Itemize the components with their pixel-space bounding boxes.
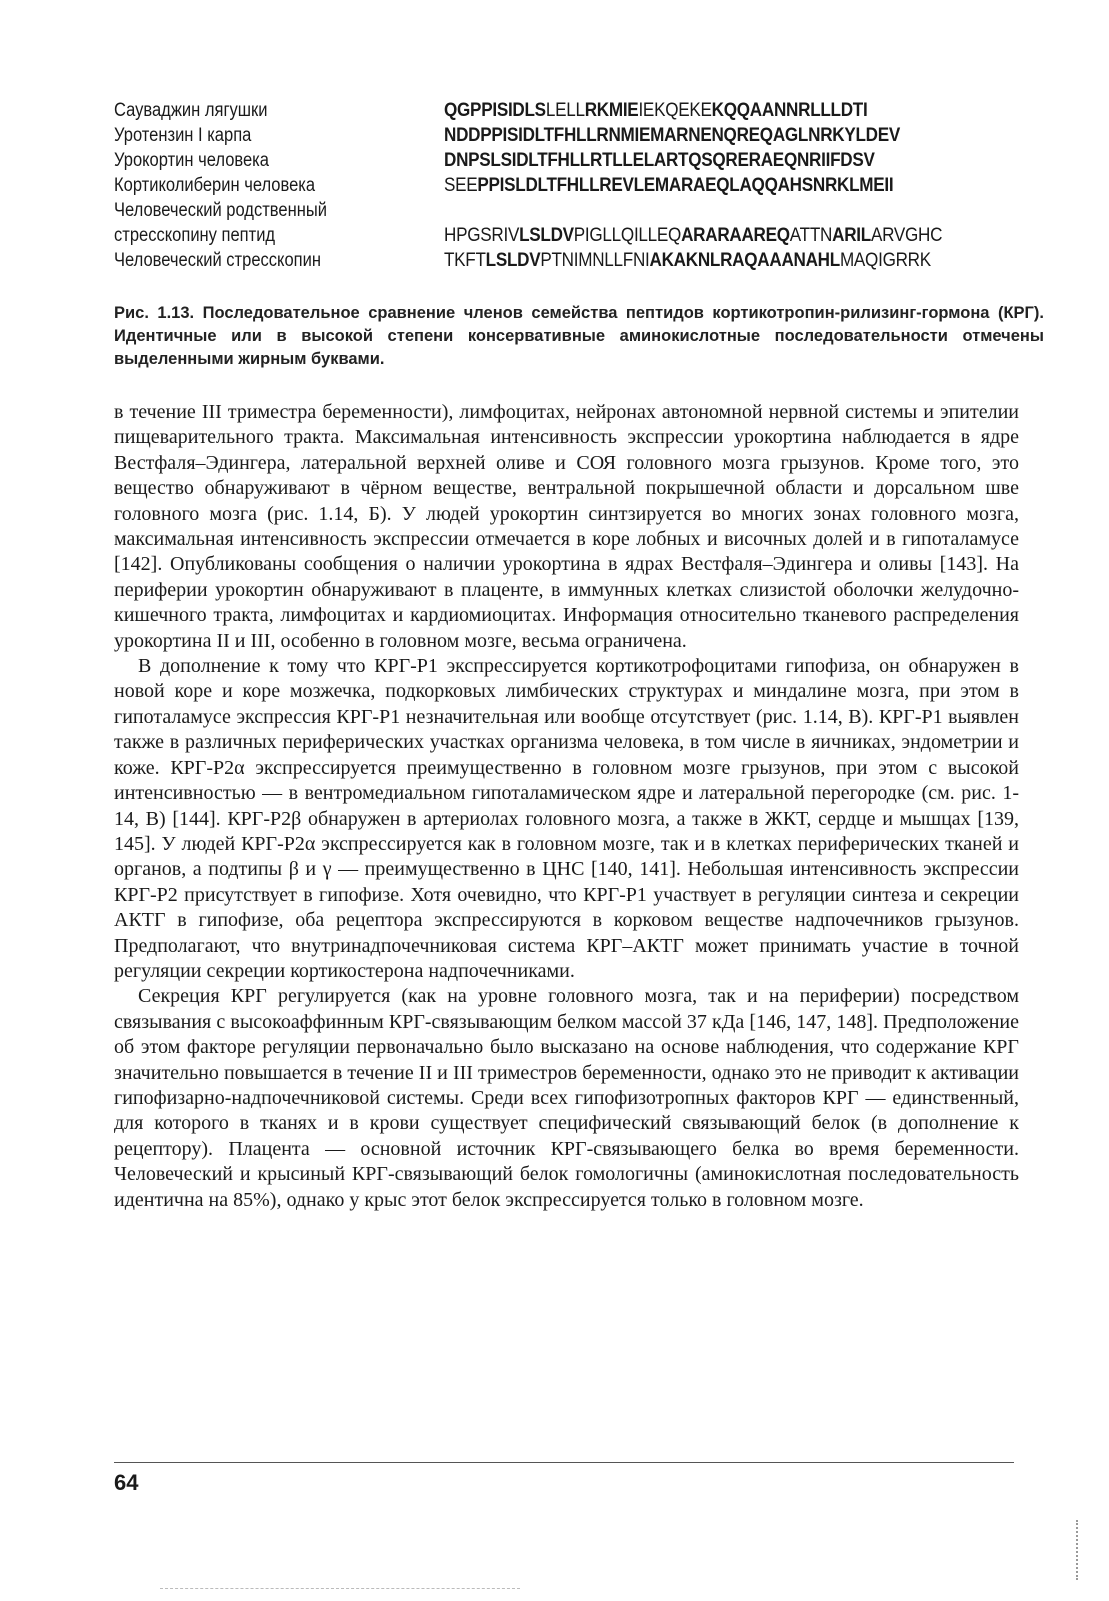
sequence-segment: HPGSRIV	[444, 224, 520, 246]
alignment-row	[114, 98, 1044, 123]
amino-acid-sequence	[444, 100, 867, 122]
peptide-name: Уротензин I карпа	[114, 124, 252, 146]
alignment-row	[114, 248, 1044, 273]
sequence-segment: ARVGHC	[870, 224, 943, 246]
conserved-segment: LSLDV	[485, 249, 541, 271]
conserved-segment: ARARAAREQ	[681, 224, 790, 246]
paragraph: В дополнение к тому что КРГ-Р1 экспрессируется кортикотрофоцитами гипофиза, он обнаружен в новой коре и коре мозжечка, подкорковых лимбических структурах и миндалине мозга, при этом в гипоталамусе экспрессия КРГ-Р1 незначительная или вообще отсутствует (рис. 1.14, В). КРГ-Р1 выявлен также в различных периферических участках организма человека, в том числе в яичниках, эндометрии и коже. КРГ-Р2α экспрессируется преимущественно в головном мозге грызунов, при этом с высокой интенсивностью — в вентромедиальном гипоталамическом ядре и латеральной перегородке (см. рис. 1-14, В) [144]. КРГ-Р2β обнаружен в артериолах головного мозга, а также в ЖКТ, сердце и мышцах [139, 145]. У людей КРГ-Р2α экспрессируется как в головном мозге, так и в клетках периферических тканей и органов, а подтипы β и γ — преимущественно в ЦНС [140, 141]. Небольшая интенсивность экспрессии КРГ-Р2 присутствует в гипофизе. Хотя очевидно, что КРГ-Р1 участвует в регуляции синтеза и секреции АКТГ в гипофизе, оба рецептора экспрессируются в корковом веществе надпочечников грызунов. Предполагают, что внутринадпочечниковая система КРГ–АКТГ может принимать участие в точной регуляции секреции кортикостерона надпочечниками.	[114, 655, 1019, 982]
alignment-row	[114, 198, 1044, 223]
amino-acid-sequence	[444, 150, 875, 172]
alignment-row	[114, 173, 1044, 198]
sequence-segment: PIGLLQILLEQ	[573, 224, 682, 246]
alignment-row	[114, 123, 1044, 148]
body-text	[114, 400, 1019, 1213]
conserved-segment: LSLDV	[519, 224, 574, 246]
conserved-segment: PPISLDLTFHLL	[477, 174, 600, 196]
amino-acid-sequence	[444, 125, 900, 147]
sequence-segment: IEKQEKE	[638, 99, 712, 121]
conserved-segment: ARIL	[832, 224, 871, 246]
peptide-name: Урокортин человека	[114, 149, 269, 171]
conserved-segment: KQQAANNRLLLDTI	[711, 99, 868, 121]
alignment-row	[114, 148, 1044, 173]
footer-rule	[114, 1462, 1014, 1463]
sequence-segment: LELL	[545, 99, 585, 121]
amino-acid-sequence	[444, 225, 942, 247]
sequence-segment: MAQIGRRK	[839, 249, 931, 271]
figure-caption	[114, 302, 1044, 371]
sequence-segment: SEE	[444, 174, 478, 196]
amino-acid-sequence	[444, 175, 893, 197]
figure-label: Рис. 1.13.	[114, 304, 195, 322]
alignment-row	[114, 223, 1044, 248]
peptide-name: Человеческий стресскопин	[114, 249, 321, 271]
scan-artifact-line	[160, 1588, 520, 1589]
figure-caption-text: Последовательное сравнение членов семейства пептидов кортикотропин-рилизинг-гормона (КРГ). Идентичные или в высокой степени консервативные аминокислотные последовательности отмечены выделенными жирным буквами.	[114, 304, 1044, 368]
page-number: 64	[114, 1470, 139, 1495]
paragraph: Секреция КРГ регулируется (как на уровне головного мозга, так и на периферии) посредством связывания с высокоаффинным КРГ-связывающим белком массой 37 кДа [146, 147, 148]. Предположение об этом факторе регуляции первоначально было высказано на основе наблюдения, что содержание КРГ значительно повышается в течение II и III триместров беременности, однако это не приводит к активации гипофизарно-надпочечниковой системы. Среди всех гипофизотропных факторов КРГ — единственный, для которого в тканях и в крови существует специфический связывающий белок (в дополнение к рецептору). Плацента — основной источник КРГ-связывающего белка во время беременности. Человеческий и крысиный КРГ-связывающий белок гомологичны (аминокислотная последовательность идентична на 85%), однако у крыс этот белок экспрессируется только в головном мозге.	[114, 985, 1019, 1211]
conserved-segment: RKMIE	[584, 99, 639, 121]
sequence-segment: TKFT	[444, 249, 486, 271]
peptide-name: Человеческий родственный	[114, 199, 327, 221]
sequence-alignment-table	[114, 98, 1044, 273]
paragraph: в течение III триместра беременности), лимфоцитах, нейронах автономной нервной системы и эпителии пищеварительного тракта. Максимальная интенсивность экспрессии урокортина наблюдается в ядре Вестфаля–Эдингера, латеральной верхней оливе и СОЯ головного мозга грызунов. Кроме того, это вещество обнаруживают в чёрном веществе, вентральной покрышечной области и дорсальном шве головного мозга (рис. 1.14, Б). У людей урокортин синтзируется во многих зонах головного мозга, максимальная интенсивность экспрессии отмечается в коре лобных и височных долей и в гипоталамусе [142]. Опубликованы сообщения о наличии урокортина в ядрах Вестфаля–Эдингера и оливы [143]. На периферии урокортин обнаруживают в плаценте, в иммунных клетках слизистой оболочки желудочно-кишечного тракта, лимфоцитах и кардиомиоцитах. Информация относительно тканевого распределения урокортина II и III, особенно в головном мозге, весьма ограничена.	[114, 401, 1019, 652]
amino-acid-sequence	[444, 250, 931, 272]
conserved-segment: AKAKNLRAQAAANAHL	[649, 249, 840, 271]
conserved-segment: DNPSLSIDLTFHLLRTLLELARTQSQRERAEQNRIIFDSV	[444, 149, 875, 171]
conserved-segment: QGPPISIDLS	[444, 99, 546, 121]
peptide-name: стресскопину пептид	[114, 224, 276, 246]
sequence-segment: ATTN	[789, 224, 833, 246]
sequence-segment: PTNIMNLLFNI	[540, 249, 650, 271]
conserved-segment: NDDPPISIDLTFHLLRNMIEMARNENQREQAGLNRKYLDEV	[444, 124, 901, 146]
peptide-name: Кортиколиберин человека	[114, 174, 316, 196]
scan-edge-mark	[1076, 1520, 1084, 1580]
peptide-name: Сауваджин лягушки	[114, 99, 268, 121]
conserved-segment: REVLEMARAEQLAQQAHSNRKLMEII	[599, 174, 894, 196]
